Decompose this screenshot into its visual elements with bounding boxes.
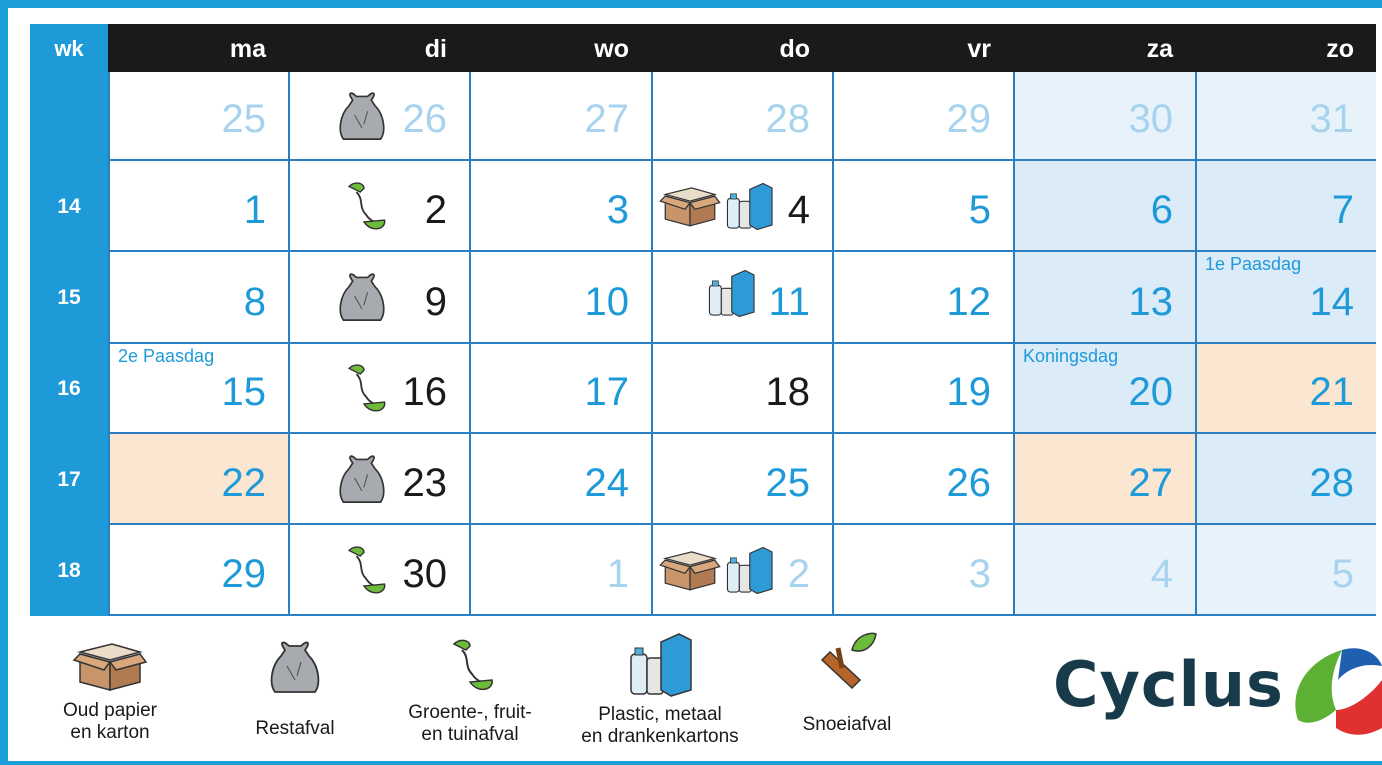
day-number: 31 <box>1309 97 1354 141</box>
day-cell[interactable] <box>288 72 469 161</box>
day-number: 29 <box>946 97 991 141</box>
day-number: 18 <box>765 370 810 414</box>
day-number: 26 <box>946 461 991 505</box>
day-cell[interactable] <box>108 434 288 525</box>
day-number: 26 <box>402 97 447 141</box>
day-cell[interactable] <box>651 344 832 434</box>
day-cell[interactable] <box>288 434 469 525</box>
legend-paper-label: Oud papier en karton <box>62 700 157 743</box>
day-header-di: di <box>424 35 447 63</box>
day-number: 17 <box>584 370 629 414</box>
day-number: 25 <box>221 97 266 141</box>
day-header-za: za <box>1146 35 1173 63</box>
day-cell[interactable] <box>288 525 469 616</box>
day-cell[interactable] <box>1195 344 1376 434</box>
day-cell[interactable] <box>108 344 288 434</box>
legend-snoei <box>785 630 909 736</box>
day-cell[interactable] <box>108 161 288 252</box>
day-number: 1 <box>606 552 629 596</box>
legend-pmd <box>560 628 760 748</box>
day-number: 29 <box>221 552 266 596</box>
day-cell[interactable] <box>832 252 1013 344</box>
day-number: 24 <box>584 461 629 505</box>
legend-gft-label: Groente-, fruit- en tuinafval <box>408 702 532 745</box>
day-cell[interactable] <box>288 252 469 344</box>
gft-apple-core-icon <box>336 175 392 244</box>
day-number: 12 <box>946 280 991 324</box>
day-cell[interactable] <box>1013 161 1195 252</box>
day-cell[interactable] <box>651 161 832 252</box>
day-cell[interactable] <box>469 525 651 616</box>
day-cell[interactable] <box>832 434 1013 525</box>
day-number: 30 <box>1128 97 1173 141</box>
day-number: 7 <box>1331 188 1354 232</box>
restafval-bag-icon <box>336 448 388 513</box>
day-number: 5 <box>968 188 991 232</box>
day-number: 9 <box>424 280 447 324</box>
legend-rest <box>235 636 355 740</box>
plastic-metal-carton-icon <box>705 266 757 323</box>
day-header-wo: wo <box>594 35 629 63</box>
paper-box-icon <box>70 640 150 692</box>
day-cell[interactable] <box>108 72 288 161</box>
day-cell[interactable] <box>1195 72 1376 161</box>
day-cell[interactable] <box>288 344 469 434</box>
gft-apple-core-icon <box>336 357 392 426</box>
week-number: 18 <box>57 559 81 582</box>
legend-rest-label: Restafval <box>255 718 335 739</box>
day-number: 15 <box>221 370 266 414</box>
day-cell[interactable] <box>1013 434 1195 525</box>
day-cell[interactable] <box>108 525 288 616</box>
day-number: 21 <box>1309 370 1354 414</box>
day-cell[interactable] <box>1195 434 1376 525</box>
week-number <box>30 72 108 161</box>
holiday-note: Koningsdag <box>1023 346 1119 366</box>
day-number: 4 <box>787 188 810 232</box>
week-header: wk <box>54 36 84 61</box>
day-number: 30 <box>402 552 447 596</box>
day-number: 6 <box>1150 188 1173 232</box>
restafval-bag-icon <box>336 266 388 331</box>
day-cell[interactable] <box>469 344 651 434</box>
holiday-note: 1e Paasdag <box>1205 254 1302 274</box>
day-number: 4 <box>1150 552 1173 596</box>
day-number: 3 <box>968 552 991 596</box>
holiday-note: 2e Paasdag <box>118 346 215 366</box>
day-number: 5 <box>1331 552 1354 596</box>
day-number: 13 <box>1128 280 1173 324</box>
plastic-metal-carton-icon <box>625 628 695 698</box>
cyclus-logo-text: Cyclus <box>1053 648 1284 721</box>
day-number: 16 <box>402 370 447 414</box>
day-number: 27 <box>584 97 629 141</box>
day-number: 3 <box>606 188 629 232</box>
day-number: 25 <box>765 461 810 505</box>
week-number: 15 <box>57 286 81 309</box>
day-header-do: do <box>779 35 810 63</box>
day-cell[interactable] <box>832 525 1013 616</box>
snoeiafval-branch-icon <box>812 630 882 692</box>
day-header-vr: vr <box>967 35 991 63</box>
day-cell[interactable] <box>288 161 469 252</box>
plastic-metal-carton-icon <box>723 179 775 236</box>
day-cell[interactable] <box>1195 525 1376 616</box>
restafval-bag-icon <box>267 636 323 696</box>
week-number: 17 <box>57 468 81 491</box>
day-number: 19 <box>946 370 991 414</box>
day-cell[interactable] <box>469 252 651 344</box>
day-cell[interactable] <box>651 72 832 161</box>
day-cell[interactable] <box>1013 252 1195 344</box>
day-number: 22 <box>221 461 266 505</box>
cyclus-logo-icon <box>1278 640 1382 744</box>
paper-box-icon <box>657 547 723 598</box>
day-cell[interactable] <box>1013 344 1195 434</box>
day-cell[interactable] <box>832 161 1013 252</box>
day-cell[interactable] <box>469 72 651 161</box>
week-number: 16 <box>57 377 81 400</box>
paper-box-icon <box>657 183 723 234</box>
gft-apple-core-icon <box>336 539 392 608</box>
day-cell[interactable] <box>651 434 832 525</box>
day-cell[interactable] <box>1013 525 1195 616</box>
day-number: 2 <box>424 188 447 232</box>
day-cell[interactable] <box>108 252 288 344</box>
day-cell[interactable] <box>1195 161 1376 252</box>
day-number: 8 <box>243 280 266 324</box>
legend-snoei-label: Snoeiafval <box>802 714 892 735</box>
gft-apple-core-icon <box>440 636 500 696</box>
week-number: 14 <box>57 195 81 218</box>
day-cell[interactable] <box>1013 72 1195 161</box>
day-number: 28 <box>1309 461 1354 505</box>
day-number: 28 <box>765 97 810 141</box>
day-cell[interactable] <box>1195 252 1376 344</box>
legend-pmd-label: Plastic, metaal en drankenkartons <box>581 704 739 747</box>
day-header-zo: zo <box>1326 35 1354 63</box>
restafval-bag-icon <box>336 85 388 150</box>
day-cell[interactable] <box>469 161 651 252</box>
day-number: 20 <box>1128 370 1173 414</box>
day-cell[interactable] <box>832 72 1013 161</box>
day-number: 27 <box>1128 461 1173 505</box>
day-cell[interactable] <box>651 525 832 616</box>
day-number: 23 <box>402 461 447 505</box>
day-cell[interactable] <box>832 344 1013 434</box>
legend-gft <box>390 636 550 746</box>
day-cell[interactable] <box>469 434 651 525</box>
day-cell[interactable] <box>651 252 832 344</box>
day-number: 14 <box>1309 280 1354 324</box>
day-number: 2 <box>787 552 810 596</box>
day-header-ma: ma <box>229 35 266 63</box>
plastic-metal-carton-icon <box>723 543 775 600</box>
legend-paper <box>40 640 180 744</box>
day-number: 10 <box>584 280 629 324</box>
day-number: 11 <box>768 280 810 324</box>
day-number: 1 <box>243 188 266 232</box>
